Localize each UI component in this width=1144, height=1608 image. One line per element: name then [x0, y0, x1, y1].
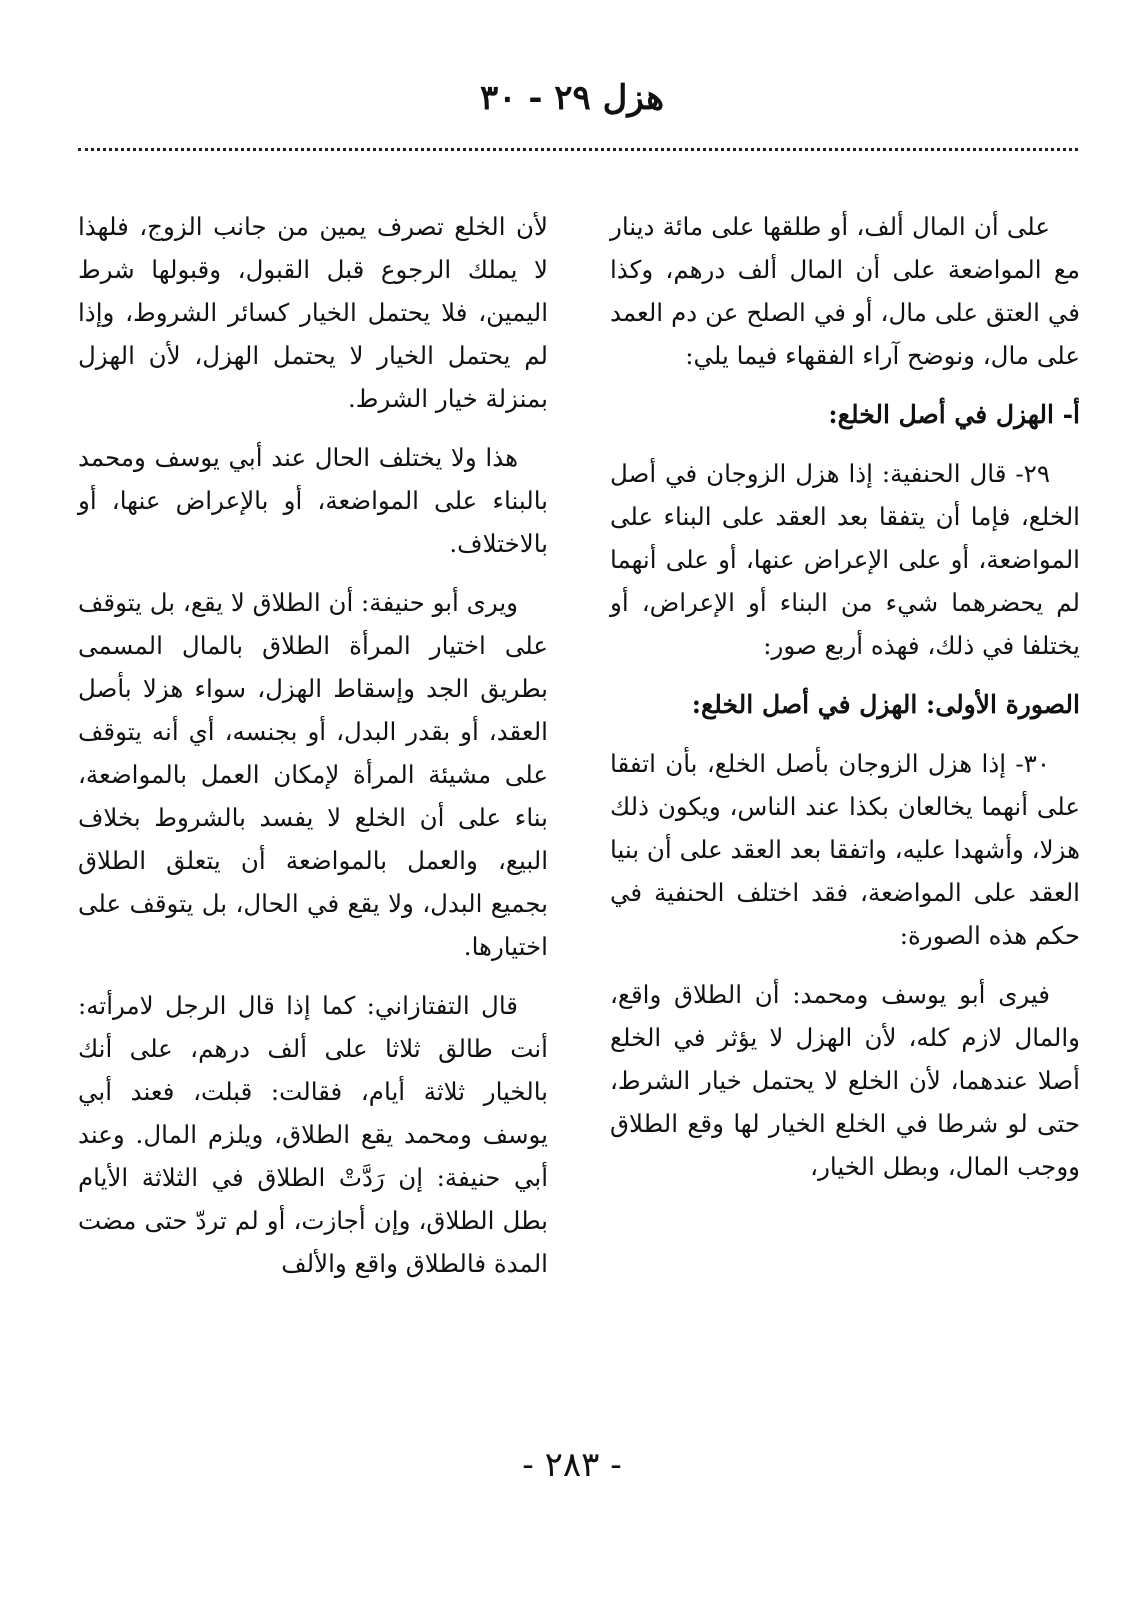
paragraph: ٣٠- إذا هزل الزوجان بأصل الخلع، بأن اتفقا على أنهما يخالعان بكذا عند الناس، ويكون ذلك هزلا، وأشهدا عليه، واتفقا بعد العقد على أن بنيا العقد على المواضعة، فقد اختلف الحنفية في حكم هذه الصورة:: [610, 749, 1080, 950]
paragraph: ٢٩- قال الحنفية: إذا هزل الزوجان في أصل الخلع، فإما أن يتفقا بعد العقد على البناء على المواضعة، أو على الإعراض عنها، أو على أنهما لم يحضرهما شيء من البناء أو الإعراض، أو يختلفا في ذلك، فهذه أربع صور:: [610, 459, 1080, 660]
paragraph: لأن الخلع تصرف يمين من جانب الزوج، فلهذا لا يملك الرجوع قبل القبول، وقبولها شرط اليمين، فلا يحتمل الخيار كسائر الشروط، وإذا لم يحتمل الخيار لا يحتمل الهزل، لأن الهزل بمنزلة خيار الشرط.: [78, 212, 548, 413]
section-heading: أ- الهزل في أصل الخلع:: [828, 400, 1080, 429]
paragraph: فيرى أبو يوسف ومحمد: أن الطلاق واقع، والمال لازم كله، لأن الهزل لا يؤثر في الخلع أصلا عندهما، لأن الخلع لا يحتمل خيار الشرط، حتى لو شرطا في الخلع الخيار لها وقع الطلاق ووجب المال، وبطل الخيار،: [610, 980, 1080, 1181]
section-heading: الصورة الأولى: الهزل في أصل الخلع:: [691, 690, 1080, 719]
header-divider: [78, 148, 1078, 151]
paragraph: ويرى أبو حنيفة: أن الطلاق لا يقع، بل يتوقف على اختيار المرأة الطلاق بالمال المسمى بطريق الجد وإسقاط الهزل، سواء هزلا بأصل العقد، أو بقدر البدل، أو بجنسه، أي أنه يتوقف على مشيئة المرأة لإمكان العمل بالمواضعة، بناء على أن الخلع لا يفسد بالشروط بخلاف البيع، والعمل بالمواضعة أن يتعلق الطلاق بجميع البدل، ولا يقع في الحال، بل يتوقف على اختيارها.: [78, 588, 548, 961]
paragraph: على أن المال ألف، أو طلقها على مائة دينار مع المواضعة على أن المال ألف درهم، وكذا في العتق على مال، أو في الصلح عن دم العمد على مال، ونوضح آراء الفقهاء فيما يلي:: [610, 212, 1080, 370]
left-column: [78, 205, 548, 1301]
paragraph: قال التفتازاني: كما إذا قال الرجل لامرأته: أنت طالق ثلاثا على ألف درهم، على أنك بالخيار ثلاثة أيام، فقالت: قبلت، فعند أبي يوسف ومحمد يقع الطلاق، ويلزم المال. وعند أبي حنيفة: إن رَدَّتْ الطلاق في الثلاثة الأيام بطل الطلاق، وإن أجازت، أو لم تردّ حتى مضت المدة فالطلاق واقع والألف: [78, 991, 548, 1278]
page-title: هزل ٢٩ - ٣٠: [479, 78, 665, 118]
paragraph: هذا ولا يختلف الحال عند أبي يوسف ومحمد بالبناء على المواضعة، أو بالإعراض عنها، أو بالاختلاف.: [78, 443, 548, 558]
right-column: [610, 205, 1080, 1204]
page-number: - ٢٨٣ -: [522, 1445, 622, 1485]
